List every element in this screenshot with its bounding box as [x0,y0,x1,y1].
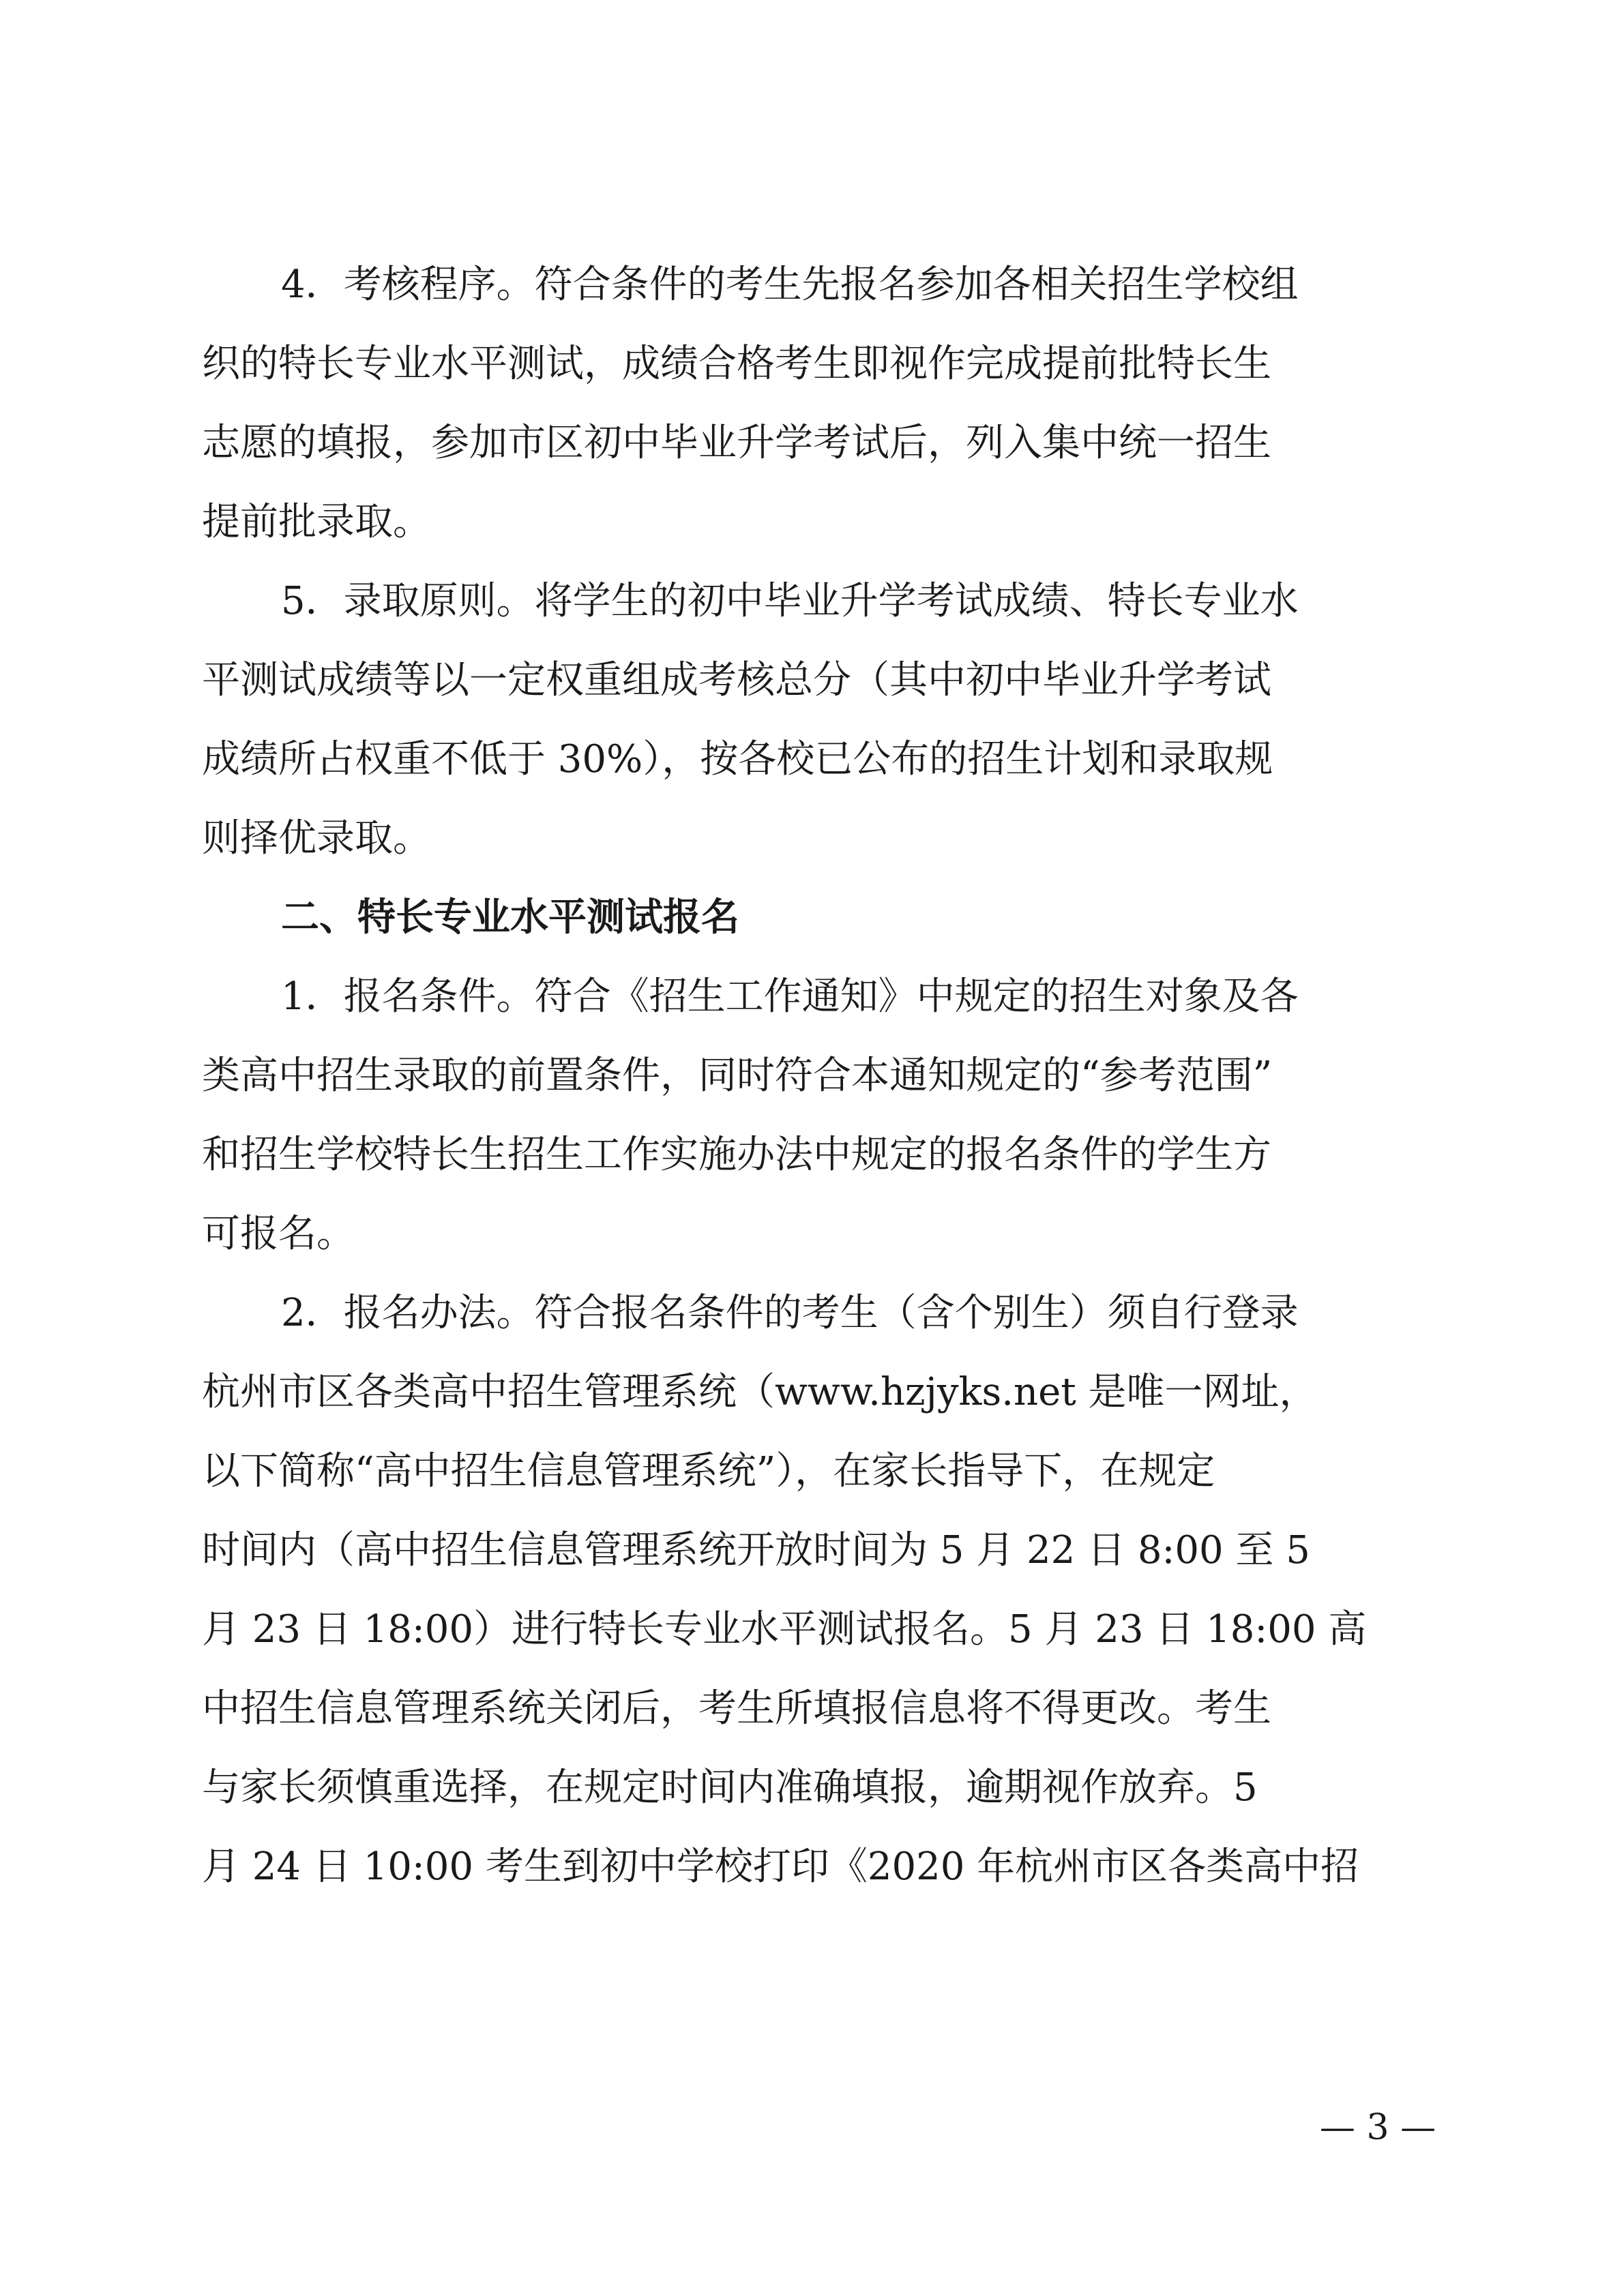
paragraph-5-line-4: 则择优录取。 [202,816,431,861]
paragraph-2-line-8: 月 24 日 10:00 考生到初中学校打印《2020 年杭州市区各类高中招 [202,1845,1359,1889]
paragraph-2-line-7: 与家长须慎重选择，在规定时间内准确填报，逾期视作放弃。5 [202,1765,1258,1810]
paragraph-5-line-1: 5．录取原则。将学生的初中毕业升学考试成绩、特长专业水 [281,579,1299,623]
paragraph-2-line-5: 月 23 日 18:00）进行特长专业水平测试报名。5 月 23 日 18:00 高 [202,1607,1367,1652]
page-number: — 3 — [1319,2107,1436,2148]
paragraph-4-line-4: 提前批录取。 [202,500,431,544]
paragraph-5-line-2: 平测试成绩等以一定权重组成考核总分（其中初中毕业升学考试 [202,658,1271,702]
paragraph-2-line-1: 2．报名办法。符合报名条件的考生（含个别生）须自行登录 [281,1291,1299,1335]
paragraph-1-line-1: 1．报名条件。符合《招生工作通知》中规定的招生对象及各 [281,974,1299,1019]
paragraph-2-line-2: 杭州市区各类高中招生管理系统（www.hzjyks.net 是唯一网址， [202,1370,1318,1414]
paragraph-1-line-4: 可报名。 [202,1212,355,1256]
paragraph-4-line-3: 志愿的填报，参加市区初中毕业升学考试后，列入集中统一招生 [202,421,1271,465]
section-heading: 二、特长专业水平测试报名 [281,895,739,940]
paragraph-1-line-3: 和招生学校特长生招生工作实施办法中规定的报名条件的学生方 [202,1133,1271,1177]
paragraph-2-line-4: 时间内（高中招生信息管理系统开放时间为 5 月 22 日 8:00 至 5 [202,1528,1310,1572]
paragraph-5-line-3: 成绩所占权重不低于 30%），按各校已公布的招生计划和录取规 [202,737,1273,781]
paragraph-2-line-3: 以下简称“高中招生信息管理系统”），在家长指导下，在规定 [202,1449,1215,1493]
paragraph-4-line-1: 4．考核程序。符合条件的考生先报名参加各相关招生学校组 [281,263,1299,307]
paragraph-1-line-2: 类高中招生录取的前置条件，同时符合本通知规定的“参考范围” [202,1054,1273,1098]
paragraph-4-line-2: 织的特长专业水平测试，成绩合格考生即视作完成提前批特长生 [202,342,1271,386]
paragraph-2-line-6: 中招生信息管理系统关闭后，考生所填报信息将不得更改。考生 [202,1686,1271,1731]
